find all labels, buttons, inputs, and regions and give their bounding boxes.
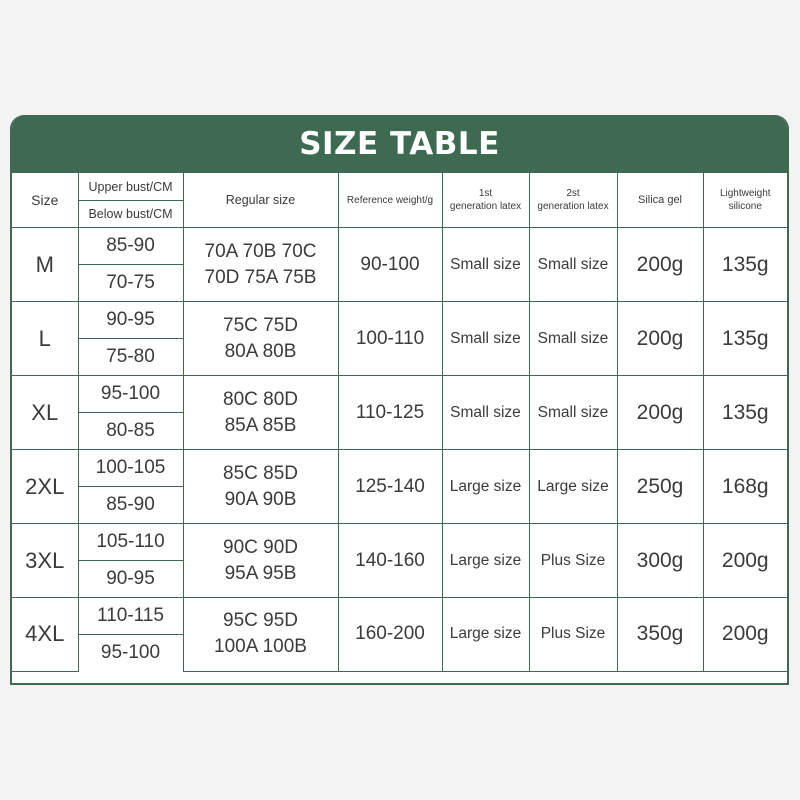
table-row bbox=[12, 598, 787, 635]
header-lightweight-line1: Lightweight bbox=[719, 188, 771, 199]
reference-weight-value: 125-140 bbox=[338, 450, 442, 524]
size-label: 4XL bbox=[12, 598, 78, 672]
size-table bbox=[12, 173, 787, 672]
header-latex-2-line2: generation latex bbox=[537, 201, 609, 212]
regular-size-value bbox=[183, 524, 338, 598]
silica-gel-value: 200g bbox=[617, 376, 703, 450]
regular-size-line: 85A 85B bbox=[224, 414, 297, 436]
table-row bbox=[12, 302, 787, 339]
size-label: L bbox=[12, 302, 78, 376]
below-bust-value: 95-100 bbox=[78, 635, 183, 672]
silica-gel-value: 350g bbox=[617, 598, 703, 672]
reference-weight-value: 90-100 bbox=[338, 228, 442, 302]
size-label: M bbox=[12, 228, 78, 302]
regular-size-line: 85C 85D bbox=[223, 462, 298, 484]
latex-1-value: Small size bbox=[442, 228, 529, 302]
latex-1-value: Small size bbox=[442, 302, 529, 376]
below-bust-value: 90-95 bbox=[78, 561, 183, 598]
header-lightweight-line2: silicone bbox=[728, 201, 762, 212]
regular-size-line: 75C 75D bbox=[223, 314, 298, 336]
table-row bbox=[12, 524, 787, 561]
upper-bust-value: 85-90 bbox=[78, 228, 183, 265]
regular-size-line: 95C 95D bbox=[223, 610, 298, 632]
silica-gel-value: 200g bbox=[617, 302, 703, 376]
upper-bust-value: 110-115 bbox=[78, 598, 183, 635]
regular-size-line: 95A 95B bbox=[224, 562, 297, 584]
size-label: XL bbox=[12, 376, 78, 450]
title-bar bbox=[12, 115, 787, 173]
lightweight-silicone-value: 135g bbox=[703, 376, 787, 450]
below-bust-value: 70-75 bbox=[78, 265, 183, 302]
latex-2-value: Plus Size bbox=[529, 598, 617, 672]
latex-1-value: Large size bbox=[442, 450, 529, 524]
silica-gel-value: 250g bbox=[617, 450, 703, 524]
lightweight-silicone-value: 168g bbox=[703, 450, 787, 524]
header-latex-2 bbox=[529, 173, 617, 228]
silica-gel-value: 200g bbox=[617, 228, 703, 302]
regular-size-value bbox=[183, 450, 338, 524]
header-reference-weight: Reference weight/g bbox=[338, 173, 442, 228]
header-regular-size: Regular size bbox=[183, 173, 338, 228]
header-latex-1 bbox=[442, 173, 529, 228]
size-table-card bbox=[10, 115, 789, 685]
regular-size-value bbox=[183, 228, 338, 302]
upper-bust-value: 95-100 bbox=[78, 376, 183, 413]
regular-size-line: 80A 80B bbox=[224, 340, 297, 362]
lightweight-silicone-value: 135g bbox=[703, 302, 787, 376]
latex-2-value: Small size bbox=[529, 228, 617, 302]
reference-weight-value: 140-160 bbox=[338, 524, 442, 598]
table-row bbox=[12, 228, 787, 265]
below-bust-value: 85-90 bbox=[78, 487, 183, 524]
latex-1-value: Small size bbox=[442, 376, 529, 450]
regular-size-value bbox=[183, 376, 338, 450]
upper-bust-value: 90-95 bbox=[78, 302, 183, 339]
latex-2-value: Plus Size bbox=[529, 524, 617, 598]
header-latex-2-line1: 2st bbox=[566, 188, 580, 199]
latex-2-value: Large size bbox=[529, 450, 617, 524]
reference-weight-value: 110-125 bbox=[338, 376, 442, 450]
table-row bbox=[12, 376, 787, 413]
lightweight-silicone-value: 200g bbox=[703, 524, 787, 598]
lightweight-silicone-value: 200g bbox=[703, 598, 787, 672]
size-label: 3XL bbox=[12, 524, 78, 598]
lightweight-silicone-value: 135g bbox=[703, 228, 787, 302]
header-below-bust: Below bust/CM bbox=[78, 201, 183, 228]
header-lightweight-silicone bbox=[703, 173, 787, 228]
latex-1-value: Large size bbox=[442, 524, 529, 598]
regular-size-value bbox=[183, 598, 338, 672]
header-upper-bust: Upper bust/CM bbox=[78, 173, 183, 201]
header-latex-1-line1: 1st bbox=[478, 188, 493, 199]
upper-bust-value: 105-110 bbox=[78, 524, 183, 561]
below-bust-value: 80-85 bbox=[78, 413, 183, 450]
latex-2-value: Small size bbox=[529, 302, 617, 376]
regular-size-line: 90C 90D bbox=[223, 536, 298, 558]
reference-weight-value: 100-110 bbox=[338, 302, 442, 376]
header-size: Size bbox=[12, 173, 78, 228]
header-latex-1-line2: generation latex bbox=[449, 201, 522, 212]
silica-gel-value: 300g bbox=[617, 524, 703, 598]
size-label: 2XL bbox=[12, 450, 78, 524]
reference-weight-value: 160-200 bbox=[338, 598, 442, 672]
regular-size-line: 70D 75A 75B bbox=[204, 266, 317, 288]
table-row bbox=[12, 450, 787, 487]
regular-size-line: 70A 70B 70C bbox=[204, 240, 317, 262]
regular-size-value bbox=[183, 302, 338, 376]
upper-bust-value: 100-105 bbox=[78, 450, 183, 487]
regular-size-line: 100A 100B bbox=[214, 636, 307, 658]
latex-2-value: Small size bbox=[529, 376, 617, 450]
header-row bbox=[12, 173, 787, 201]
latex-1-value: Large size bbox=[442, 598, 529, 672]
page-title: SIZE TABLE bbox=[299, 126, 500, 162]
regular-size-line: 80C 80D bbox=[223, 388, 298, 410]
regular-size-line: 90A 90B bbox=[224, 488, 297, 510]
below-bust-value: 75-80 bbox=[78, 339, 183, 376]
header-silica-gel: Silica gel bbox=[617, 173, 703, 228]
